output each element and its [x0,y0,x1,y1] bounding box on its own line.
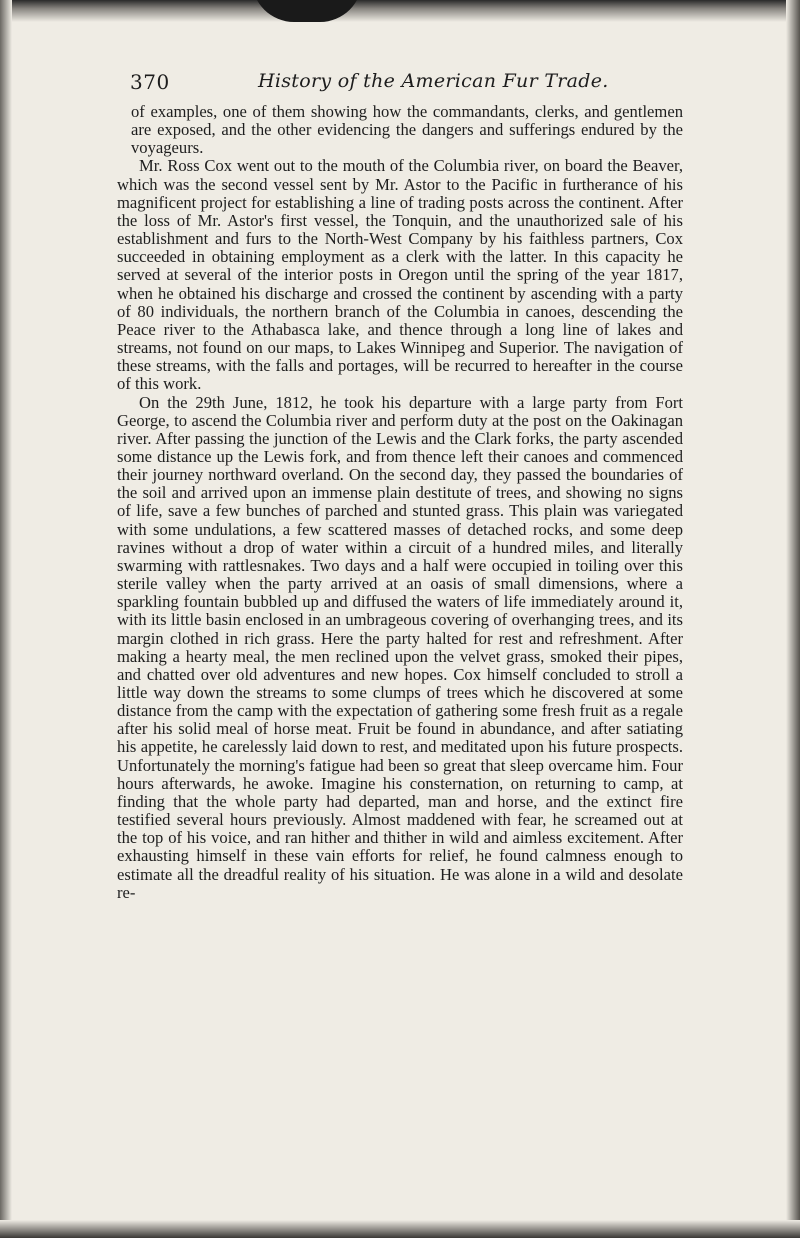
scan-edge-left [0,0,12,1238]
paragraph-ross-cox: Mr. Ross Cox went out to the mouth of the Columbia river, on board the Beaver, which was the second vessel sent by Mr. Astor to the Pacific in furtherance of his magnificent project for establishing a line of trading posts across the continent. After the loss of Mr. Astor's first vessel, the Tonquin, and the unauthorized sale of his establishment and furs to the North-West Company by his faithless partners, Cox succeeded in obtaining employment as a clerk with the latter. In this capacity he served at several of the interior posts in Oregon until the spring of the year 1817, when he obtained his discharge and crossed the continent by ascending with a party of 80 individuals, the northern branch of the Columbia in canoes, descending the Peace river to the Athabasca lake, and thence through a long line of lakes and streams, not found on our maps, to Lakes Winnipeg and Superior. The navigation of these streams, with the falls and portages, will be recurred to hereafter in the course of this work. [117,156,683,394]
body-text [117,103,683,902]
scan-edge-right [786,0,800,1238]
scan-edge-bottom [0,1220,800,1238]
paragraph-departure: On the 29th June, 1812, he took his departure with a large party from Fort George, to ascend the Columbia river and perform duty at the post on the Oakinagan river. After passing the junction of the Lewis and the Clark forks, the party ascended some distance up the Lewis fork, and from thence left their canoes and commenced their journey northward overland. On the second day, they passed the boundaries of the soil and arrived upon an immense plain destitute of trees, and showing no signs of life, save a few bunches of parched and stunted grass. This plain was variegated with some undulations, a few scattered masses of detached rocks, and some deep ravines without a drop of water within a circuit of a hundred miles, and literally swarming with rattlesnakes. Two days and a half were occupied in toiling over this sterile valley when the party arrived at an oasis of small dimensions, where a sparkling fountain bubbled up and diffused the waters of life immediately around it, with its little basin enclosed in an umbrageous covering of overhanging trees, and its margin clothed in rich grass. Here the party halted for rest and refreshment. After making a hearty meal, the men reclined upon the velvet grass, smoked their pipes, and chatted over old adventures and new hopes. Cox himself concluded to stroll a little way down the streams to some clumps of trees which he discovered at some distance from the camp with the expectation of gathering some fresh fruit as a regale after his solid meal of horse meat. Fruit be found in abundance, and after satiating his appetite, he carelessly laid down to rest, and meditated upon his future prospects. Unfortunately the morning's fatigue had been so great that sleep overcame him. Four hours afterwards, he awoke. Imagine his consternation, on returning to camp, at finding that the whole party had departed, man and horse, and the extinct fire testified several hours previously. Almost maddened with fear, he screamed out at the top of his voice, and ran hither and thither in wild and aimless excitement. After exhausting himself in these vain efforts for relief, he found calmness enough to estimate all the dreadful reality of his situation. He was alone in a wild and desolate re- [117,392,683,902]
scan-edge-top [0,0,800,22]
page-header [130,66,678,100]
running-title: History of the American Fur Trade. [258,70,609,92]
paragraph-continuation: of examples, one of them showing how the commandants, clerks, and gentlemen are exposed, and the other evidencing the dangers and sufferings endured by the voyageurs. [131,102,683,158]
page-number: 370 [130,70,170,94]
